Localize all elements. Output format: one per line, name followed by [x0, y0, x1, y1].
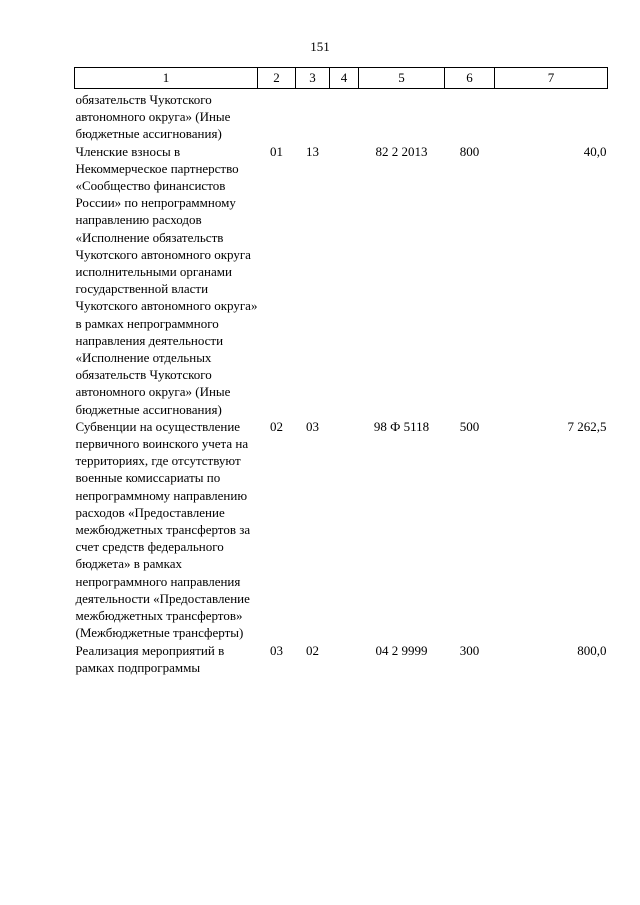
row-amount: 7 262,5 — [567, 418, 607, 434]
row-expense-type: 800 — [459, 143, 480, 159]
column-header: 2 — [258, 68, 296, 89]
column-header: 7 — [495, 68, 608, 89]
column-header: 1 — [75, 68, 258, 89]
table-row — [75, 143, 608, 418]
column-header: 6 — [445, 68, 495, 89]
row-target-article: 82 2 2013 — [375, 143, 428, 159]
column-header: 3 — [296, 68, 330, 89]
row-subsection: 13 — [306, 143, 319, 159]
row-amount — [495, 89, 608, 143]
column-header: 5 — [359, 68, 445, 89]
row-amount: 800,0 — [577, 642, 607, 658]
row-section — [258, 89, 296, 143]
row-section: 01 — [270, 143, 283, 159]
row-amount: 40,0 — [583, 143, 607, 159]
row-target-article: 04 2 9999 — [375, 642, 428, 658]
row-target-article — [359, 89, 445, 143]
row-expense-type — [445, 89, 495, 143]
row-subsection — [296, 89, 330, 143]
table-row — [75, 89, 608, 143]
row-description: Субвенции на осуществление первичного воинского учета на территориях, где отсутствуют военные комиссариаты по непрограммному направлению расходов «Предоставление межбюджетных трансфертов за счет средств федерального бюджета» в рамках непрограммного направления деятельности «Предоставление межбюджетных трансфертов» (Межбюджетные трансферты) — [75, 418, 251, 641]
row-section: 03 — [270, 642, 283, 658]
table-row — [75, 642, 608, 676]
row-section: 02 — [270, 418, 283, 434]
row-description: обязательств Чукотского автономного округа» (Иные бюджетные ассигнования) — [75, 92, 231, 142]
row-target-article: 98 Ф 5118 — [373, 418, 430, 434]
page-number: 151 — [310, 39, 330, 54]
column-header: 4 — [330, 68, 359, 89]
table-header-row — [75, 68, 608, 89]
row-description: Членские взносы в Некоммерческое партнерство «Сообщество финансистов России» по непрограммному направлению расходов «Исполнение обязательств Чукотского автономного округа исполнительными органами государственной власти Чукотского автономного округа» в рамках непрограммного направления деятельности «Исполнение отдельных обязательств Чукотского автономного округа» (Иные бюджетные ассигнования) — [75, 143, 258, 417]
row-expense-type: 500 — [459, 418, 480, 434]
row-description: Реализация мероприятий в рамках подпрограммы — [75, 642, 225, 675]
budget-table — [74, 67, 608, 676]
row-expense-type: 300 — [459, 642, 480, 658]
row-subsection: 02 — [306, 642, 319, 658]
row-subsection: 03 — [306, 418, 319, 434]
table-row — [75, 418, 608, 642]
